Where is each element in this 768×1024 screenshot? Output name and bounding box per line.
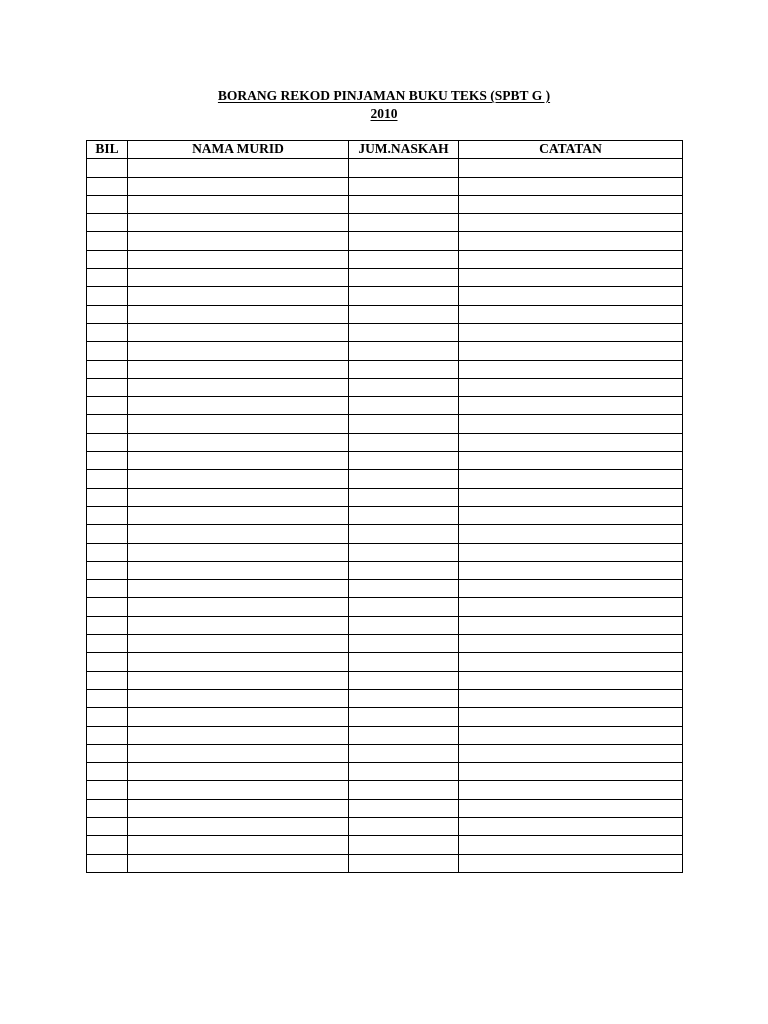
cell-jum-naskah[interactable] [349, 195, 459, 213]
table-row [87, 817, 683, 835]
cell-catatan[interactable] [459, 763, 683, 781]
table-row [87, 159, 683, 177]
cell-jum-naskah[interactable] [349, 506, 459, 524]
cell-nama-murid[interactable] [128, 342, 349, 360]
cell-bil[interactable] [87, 781, 128, 799]
cell-bil[interactable] [87, 561, 128, 579]
cell-jum-naskah[interactable] [349, 452, 459, 470]
table-row [87, 470, 683, 488]
cell-bil[interactable] [87, 616, 128, 634]
cell-nama-murid[interactable] [128, 689, 349, 707]
cell-bil[interactable] [87, 653, 128, 671]
cell-jum-naskah[interactable] [349, 525, 459, 543]
table-row [87, 433, 683, 451]
table-row [87, 287, 683, 305]
cell-bil[interactable] [87, 397, 128, 415]
table-row [87, 616, 683, 634]
table-row [87, 598, 683, 616]
table-row [87, 708, 683, 726]
cell-nama-murid[interactable] [128, 598, 349, 616]
cell-catatan[interactable] [459, 269, 683, 287]
cell-nama-murid[interactable] [128, 708, 349, 726]
cell-catatan[interactable] [459, 635, 683, 653]
cell-jum-naskah[interactable] [349, 744, 459, 762]
cell-jum-naskah[interactable] [349, 689, 459, 707]
cell-catatan[interactable] [459, 854, 683, 872]
cell-nama-murid[interactable] [128, 452, 349, 470]
table-row [87, 726, 683, 744]
cell-jum-naskah[interactable] [349, 323, 459, 341]
cell-catatan[interactable] [459, 781, 683, 799]
cell-nama-murid[interactable] [128, 726, 349, 744]
cell-bil[interactable] [87, 470, 128, 488]
cell-jum-naskah[interactable] [349, 433, 459, 451]
cell-bil[interactable] [87, 689, 128, 707]
cell-catatan[interactable] [459, 580, 683, 598]
cell-bil[interactable] [87, 580, 128, 598]
cell-bil[interactable] [87, 195, 128, 213]
cell-jum-naskah[interactable] [349, 360, 459, 378]
cell-jum-naskah[interactable] [349, 781, 459, 799]
cell-bil[interactable] [87, 488, 128, 506]
cell-jum-naskah[interactable] [349, 543, 459, 561]
cell-jum-naskah[interactable] [349, 671, 459, 689]
table-row [87, 506, 683, 524]
cell-catatan[interactable] [459, 689, 683, 707]
cell-nama-murid[interactable] [128, 470, 349, 488]
cell-nama-murid[interactable] [128, 250, 349, 268]
cell-jum-naskah[interactable] [349, 305, 459, 323]
cell-catatan[interactable] [459, 726, 683, 744]
cell-jum-naskah[interactable] [349, 470, 459, 488]
cell-catatan[interactable] [459, 671, 683, 689]
cell-catatan[interactable] [459, 177, 683, 195]
cell-catatan[interactable] [459, 195, 683, 213]
cell-bil[interactable] [87, 763, 128, 781]
cell-nama-murid[interactable] [128, 287, 349, 305]
cell-jum-naskah[interactable] [349, 580, 459, 598]
cell-jum-naskah[interactable] [349, 598, 459, 616]
cell-bil[interactable] [87, 836, 128, 854]
header-row [87, 141, 683, 159]
loan-record-table [86, 140, 683, 873]
cell-bil[interactable] [87, 250, 128, 268]
header-catatan: CATATAN [459, 141, 683, 159]
cell-bil[interactable] [87, 543, 128, 561]
cell-jum-naskah[interactable] [349, 488, 459, 506]
cell-bil[interactable] [87, 799, 128, 817]
cell-jum-naskah[interactable] [349, 799, 459, 817]
cell-nama-murid[interactable] [128, 781, 349, 799]
table-row [87, 488, 683, 506]
cell-nama-murid[interactable] [128, 543, 349, 561]
cell-nama-murid[interactable] [128, 305, 349, 323]
cell-nama-murid[interactable] [128, 763, 349, 781]
table-row [87, 397, 683, 415]
header-nama-murid: NAMA MURID [128, 141, 349, 159]
cell-catatan[interactable] [459, 817, 683, 835]
cell-jum-naskah[interactable] [349, 159, 459, 177]
cell-catatan[interactable] [459, 433, 683, 451]
cell-jum-naskah[interactable] [349, 287, 459, 305]
cell-catatan[interactable] [459, 799, 683, 817]
cell-catatan[interactable] [459, 616, 683, 634]
cell-nama-murid[interactable] [128, 616, 349, 634]
table-row [87, 543, 683, 561]
cell-nama-murid[interactable] [128, 360, 349, 378]
table-row [87, 854, 683, 872]
cell-bil[interactable] [87, 452, 128, 470]
cell-nama-murid[interactable] [128, 836, 349, 854]
cell-nama-murid[interactable] [128, 799, 349, 817]
cell-catatan[interactable] [459, 342, 683, 360]
cell-jum-naskah[interactable] [349, 250, 459, 268]
cell-catatan[interactable] [459, 378, 683, 396]
cell-bil[interactable] [87, 214, 128, 232]
cell-jum-naskah[interactable] [349, 726, 459, 744]
cell-nama-murid[interactable] [128, 671, 349, 689]
cell-bil[interactable] [87, 525, 128, 543]
table-row [87, 323, 683, 341]
cell-jum-naskah[interactable] [349, 708, 459, 726]
cell-nama-murid[interactable] [128, 525, 349, 543]
cell-jum-naskah[interactable] [349, 214, 459, 232]
cell-catatan[interactable] [459, 305, 683, 323]
cell-jum-naskah[interactable] [349, 817, 459, 835]
cell-bil[interactable] [87, 635, 128, 653]
cell-jum-naskah[interactable] [349, 342, 459, 360]
table-row [87, 232, 683, 250]
cell-catatan[interactable] [459, 836, 683, 854]
cell-jum-naskah[interactable] [349, 836, 459, 854]
table-row [87, 763, 683, 781]
cell-jum-naskah[interactable] [349, 635, 459, 653]
cell-bil[interactable] [87, 744, 128, 762]
cell-catatan[interactable] [459, 598, 683, 616]
cell-nama-murid[interactable] [128, 415, 349, 433]
table-row [87, 781, 683, 799]
table-row [87, 177, 683, 195]
cell-nama-murid[interactable] [128, 561, 349, 579]
cell-nama-murid[interactable] [128, 323, 349, 341]
cell-nama-murid[interactable] [128, 635, 349, 653]
cell-nama-murid[interactable] [128, 177, 349, 195]
cell-bil[interactable] [87, 378, 128, 396]
cell-catatan[interactable] [459, 543, 683, 561]
cell-bil[interactable] [87, 305, 128, 323]
cell-bil[interactable] [87, 671, 128, 689]
cell-jum-naskah[interactable] [349, 854, 459, 872]
cell-catatan[interactable] [459, 159, 683, 177]
cell-catatan[interactable] [459, 470, 683, 488]
cell-catatan[interactable] [459, 323, 683, 341]
table-row [87, 689, 683, 707]
cell-nama-murid[interactable] [128, 653, 349, 671]
cell-bil[interactable] [87, 287, 128, 305]
table-row [87, 836, 683, 854]
form-title-text: BORANG REKOD PINJAMAN BUKU TEKS (SPBT G ) [217, 88, 551, 103]
cell-bil[interactable] [87, 159, 128, 177]
cell-bil[interactable] [87, 708, 128, 726]
cell-jum-naskah[interactable] [349, 561, 459, 579]
table-body [87, 159, 683, 873]
cell-nama-murid[interactable] [128, 744, 349, 762]
form-year-text: 2010 [370, 106, 398, 121]
table-row [87, 671, 683, 689]
cell-jum-naskah[interactable] [349, 378, 459, 396]
cell-bil[interactable] [87, 854, 128, 872]
cell-nama-murid[interactable] [128, 159, 349, 177]
cell-bil[interactable] [87, 269, 128, 287]
table-row [87, 799, 683, 817]
cell-bil[interactable] [87, 433, 128, 451]
table-row [87, 653, 683, 671]
table-row [87, 452, 683, 470]
cell-nama-murid[interactable] [128, 269, 349, 287]
cell-bil[interactable] [87, 177, 128, 195]
table-row [87, 378, 683, 396]
header-jum-naskah: JUM.NASKAH [349, 141, 459, 159]
cell-catatan[interactable] [459, 488, 683, 506]
table-row [87, 561, 683, 579]
cell-nama-murid[interactable] [128, 817, 349, 835]
table-row [87, 580, 683, 598]
table-row [87, 342, 683, 360]
table-row [87, 635, 683, 653]
cell-catatan[interactable] [459, 653, 683, 671]
cell-catatan[interactable] [459, 287, 683, 305]
cell-jum-naskah[interactable] [349, 397, 459, 415]
cell-jum-naskah[interactable] [349, 177, 459, 195]
cell-catatan[interactable] [459, 360, 683, 378]
form-year [0, 106, 768, 122]
cell-catatan[interactable] [459, 525, 683, 543]
cell-catatan[interactable] [459, 250, 683, 268]
table-row [87, 525, 683, 543]
cell-nama-murid[interactable] [128, 195, 349, 213]
cell-bil[interactable] [87, 323, 128, 341]
cell-catatan[interactable] [459, 232, 683, 250]
cell-bil[interactable] [87, 506, 128, 524]
cell-bil[interactable] [87, 817, 128, 835]
cell-jum-naskah[interactable] [349, 269, 459, 287]
cell-nama-murid[interactable] [128, 397, 349, 415]
cell-nama-murid[interactable] [128, 506, 349, 524]
cell-catatan[interactable] [459, 506, 683, 524]
table-row [87, 269, 683, 287]
cell-jum-naskah[interactable] [349, 763, 459, 781]
table-row [87, 305, 683, 323]
cell-bil[interactable] [87, 360, 128, 378]
cell-catatan[interactable] [459, 397, 683, 415]
cell-nama-murid[interactable] [128, 433, 349, 451]
cell-nama-murid[interactable] [128, 580, 349, 598]
form-title [0, 88, 768, 104]
table-row [87, 214, 683, 232]
cell-jum-naskah[interactable] [349, 653, 459, 671]
cell-catatan[interactable] [459, 708, 683, 726]
cell-bil[interactable] [87, 726, 128, 744]
table-row [87, 415, 683, 433]
cell-catatan[interactable] [459, 214, 683, 232]
cell-nama-murid[interactable] [128, 214, 349, 232]
cell-bil[interactable] [87, 342, 128, 360]
cell-catatan[interactable] [459, 561, 683, 579]
cell-nama-murid[interactable] [128, 232, 349, 250]
cell-nama-murid[interactable] [128, 488, 349, 506]
table-row [87, 195, 683, 213]
cell-catatan[interactable] [459, 415, 683, 433]
table-row [87, 360, 683, 378]
cell-nama-murid[interactable] [128, 378, 349, 396]
cell-bil[interactable] [87, 232, 128, 250]
cell-bil[interactable] [87, 415, 128, 433]
cell-jum-naskah[interactable] [349, 616, 459, 634]
cell-jum-naskah[interactable] [349, 232, 459, 250]
cell-nama-murid[interactable] [128, 854, 349, 872]
cell-catatan[interactable] [459, 744, 683, 762]
table-row [87, 744, 683, 762]
cell-jum-naskah[interactable] [349, 415, 459, 433]
cell-bil[interactable] [87, 598, 128, 616]
header-bil: BIL [87, 141, 128, 159]
table-header [87, 141, 683, 159]
table-row [87, 250, 683, 268]
cell-catatan[interactable] [459, 452, 683, 470]
